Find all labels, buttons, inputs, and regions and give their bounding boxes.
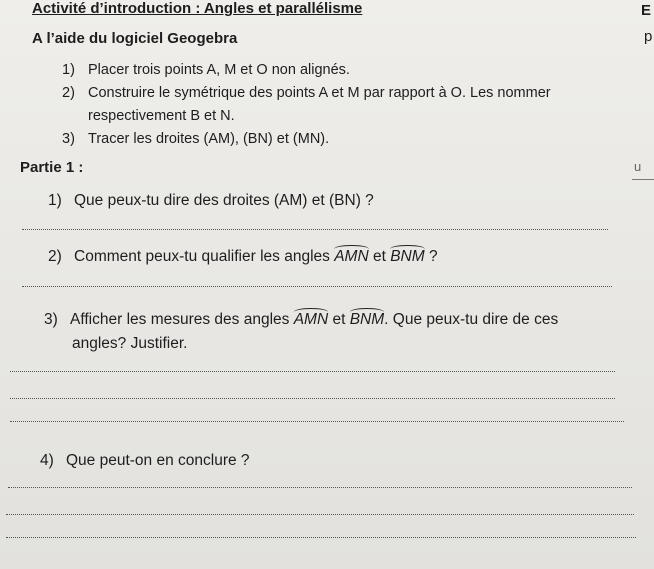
instruction-text: Placer trois points A, M et O non alignés.: [88, 62, 350, 78]
instruction-number: 3): [62, 131, 75, 147]
instruction-3: [62, 131, 329, 147]
instruction-text: Construire le symétrique des points A et M par rapport à O. Les nommer: [88, 85, 551, 101]
margin-underline: [632, 179, 654, 180]
cropped-corner-letter: p: [644, 28, 653, 45]
answer-line[interactable]: [6, 537, 636, 538]
question-number: 2): [48, 248, 62, 265]
instruction-1: [62, 62, 350, 78]
question-number: 3): [44, 311, 58, 328]
worksheet-title: Activité d’introduction : Angles et parallélisme: [32, 0, 363, 17]
question-3-continuation: angles? Justifier.: [72, 335, 188, 352]
question-1: [48, 192, 374, 210]
part-1-heading: Partie 1 :: [20, 159, 84, 176]
question-text-connector: et: [328, 311, 350, 328]
answer-line[interactable]: [22, 229, 608, 230]
instruction-number: 2): [62, 85, 75, 101]
worksheet-subtitle: A l’aide du logiciel Geogebra: [32, 30, 238, 47]
question-3: [44, 311, 558, 329]
angle-amn: AMN: [334, 248, 369, 265]
question-text: Que peut-on en conclure ?: [66, 452, 250, 469]
question-2: [48, 248, 438, 266]
cropped-corner-text: E: [641, 2, 652, 19]
answer-line[interactable]: [22, 286, 612, 287]
question-text: Afficher les mesures des angles: [70, 311, 294, 328]
angle-amn: AMN: [293, 311, 329, 328]
angle-bnm: BNM: [390, 248, 425, 265]
question-text: Que peux-tu dire des droites (AM) et (BN) ?: [74, 192, 374, 209]
question-text-connector: et: [368, 248, 391, 265]
answer-line[interactable]: [6, 514, 634, 515]
instruction-2-continuation: respectivement B et N.: [88, 108, 235, 124]
question-number: 4): [40, 452, 54, 469]
instruction-text: Tracer les droites (AM), (BN) et (MN).: [88, 131, 330, 147]
answer-line[interactable]: [10, 398, 615, 399]
question-text-end: . Que peux-tu dire de ces: [384, 311, 559, 328]
question-number: 1): [48, 192, 62, 209]
angle-bnm: BNM: [349, 311, 385, 328]
question-text: Comment peux-tu qualifier les angles: [74, 248, 335, 265]
instruction-2: [62, 85, 551, 101]
answer-line[interactable]: [10, 421, 624, 422]
question-4: [40, 452, 250, 470]
question-text-end: ?: [424, 248, 438, 265]
answer-line[interactable]: [10, 371, 615, 372]
instruction-number: 1): [62, 62, 75, 78]
margin-mark: u: [634, 159, 642, 174]
answer-line[interactable]: [8, 487, 632, 488]
